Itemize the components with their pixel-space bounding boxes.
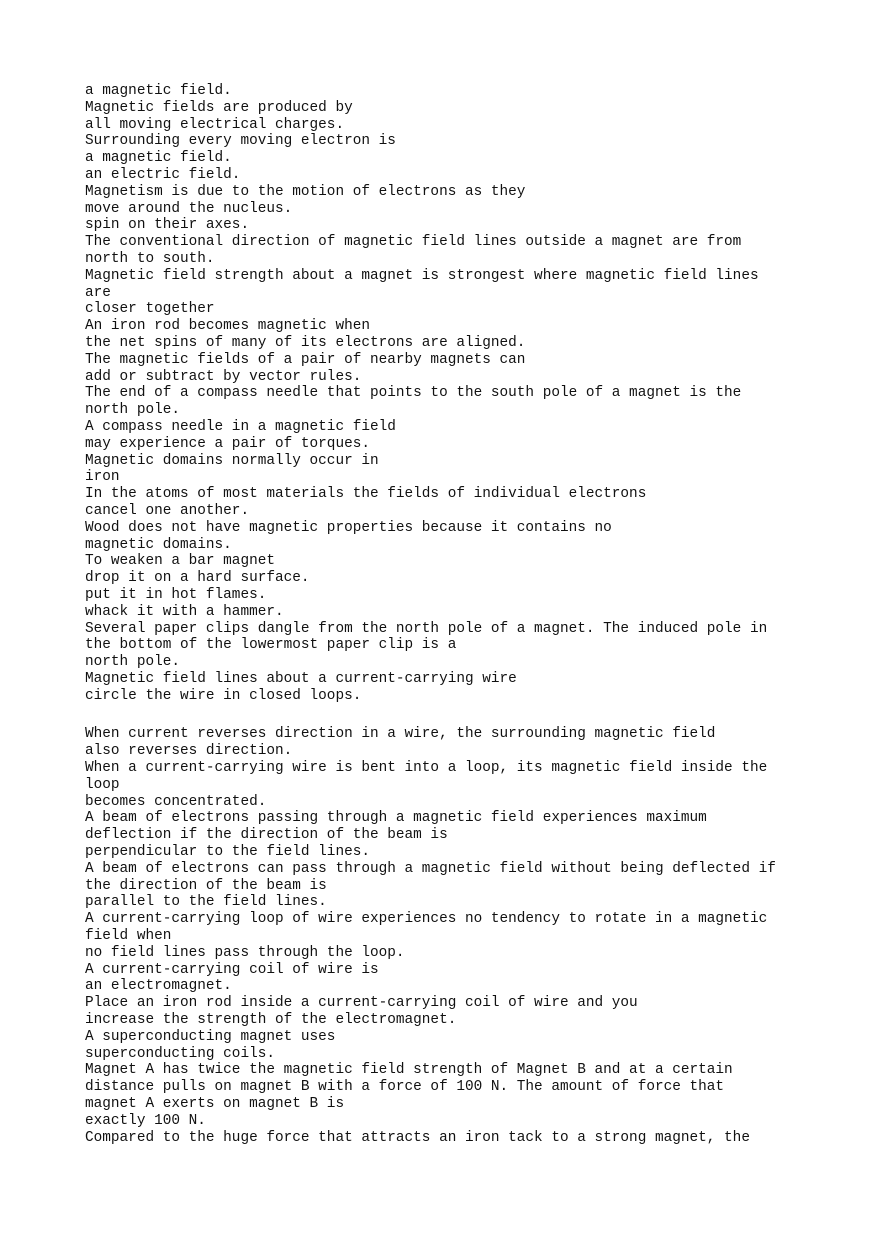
- text-line: Magnetism is due to the motion of electrons as they: [85, 183, 526, 200]
- text-line: field when: [85, 928, 172, 945]
- text-line: Several paper clips dangle from the north pole of a magnet. The induced pole in: [85, 620, 768, 637]
- text-line: add or subtract by vector rules.: [85, 368, 362, 385]
- text-line: An iron rod becomes magnetic when: [85, 318, 370, 335]
- text-line: In the atoms of most materials the fields of individual electrons: [85, 486, 647, 503]
- text-line: magnet A exerts on magnet B is: [85, 1096, 345, 1113]
- text-line: A superconducting magnet uses: [85, 1028, 336, 1045]
- text-line: no field lines pass through the loop.: [85, 944, 405, 961]
- text-line: the direction of the beam is: [85, 877, 327, 894]
- text-line: the net spins of many of its electrons are aligned.: [85, 334, 526, 351]
- text-line: A beam of electrons can pass through a magnetic field without being deflected if: [85, 860, 776, 877]
- text-line: The end of a compass needle that points to the south pole of a magnet is the: [85, 385, 742, 402]
- text-line: whack it with a hammer.: [85, 603, 284, 620]
- text-line: A current-carrying loop of wire experiences no tendency to rotate in a magnetic: [85, 911, 768, 928]
- text-line: Compared to the huge force that attracts an iron tack to a strong magnet, the: [85, 1129, 750, 1146]
- text-line: magnetic domains.: [85, 536, 232, 553]
- text-line: parallel to the field lines.: [85, 894, 327, 911]
- text-line: spin on their axes.: [85, 217, 250, 234]
- text-line: exactly 100 N.: [85, 1112, 206, 1129]
- text-line: north pole.: [85, 402, 180, 419]
- text-line: all moving electrical charges.: [85, 116, 345, 133]
- text-line: A beam of electrons passing through a magnetic field experiences maximum: [85, 810, 707, 827]
- text-line: Magnetic domains normally occur in: [85, 452, 379, 469]
- text-block-bottom: [85, 726, 865, 1146]
- text-line: closer together: [85, 301, 215, 318]
- text-line: put it in hot flames.: [85, 586, 267, 603]
- paragraph-gap: [85, 704, 865, 726]
- text-line: drop it on a hard surface.: [85, 570, 310, 587]
- text-line: a magnetic field.: [85, 83, 232, 99]
- text-line: superconducting coils.: [85, 1045, 275, 1062]
- text-line: Wood does not have magnetic properties because it contains no: [85, 519, 612, 536]
- text-line: may experience a pair of torques.: [85, 435, 370, 452]
- document-page: [85, 83, 865, 1146]
- text-line: Place an iron rod inside a current-carrying coil of wire and you: [85, 995, 638, 1012]
- text-line: an electric field.: [85, 166, 241, 183]
- text-line: Magnet A has twice the magnetic field strength of Magnet B and at a certain: [85, 1062, 733, 1079]
- text-line: north pole.: [85, 654, 180, 671]
- text-line: cancel one another.: [85, 502, 250, 519]
- text-line: The magnetic fields of a pair of nearby magnets can: [85, 351, 526, 368]
- text-line: the bottom of the lowermost paper clip is a: [85, 637, 457, 654]
- text-line: iron: [85, 469, 120, 486]
- text-block-top: [85, 83, 865, 704]
- text-line: increase the strength of the electromagnet.: [85, 1012, 457, 1029]
- text-line: A compass needle in a magnetic field: [85, 418, 396, 435]
- text-line: Magnetic field strength about a magnet is strongest where magnetic field lines: [85, 267, 759, 284]
- text-line: deflection if the direction of the beam is: [85, 827, 448, 844]
- text-line: an electromagnet.: [85, 978, 232, 995]
- text-line: Magnetic field lines about a current-carrying wire: [85, 670, 517, 687]
- text-line: distance pulls on magnet B with a force of 100 N. The amount of force that: [85, 1079, 725, 1096]
- text-line: When current reverses direction in a wire, the surrounding magnetic field: [85, 726, 716, 743]
- text-line: A current-carrying coil of wire is: [85, 961, 379, 978]
- text-line: When a current-carrying wire is bent into a loop, its magnetic field inside the: [85, 760, 768, 777]
- text-line: becomes concentrated.: [85, 793, 267, 810]
- text-line: The conventional direction of magnetic field lines outside a magnet are from: [85, 234, 742, 251]
- text-line: loop: [85, 776, 120, 793]
- text-line: move around the nucleus.: [85, 200, 293, 217]
- text-line: also reverses direction.: [85, 743, 293, 760]
- text-line: circle the wire in closed loops.: [85, 687, 362, 704]
- text-line: perpendicular to the field lines.: [85, 844, 370, 861]
- text-line: To weaken a bar magnet: [85, 553, 275, 570]
- text-line: a magnetic field.: [85, 150, 232, 167]
- text-line: are: [85, 284, 111, 301]
- text-line: Surrounding every moving electron is: [85, 133, 396, 150]
- text-line: Magnetic fields are produced by: [85, 99, 353, 116]
- text-line: north to south.: [85, 250, 215, 267]
